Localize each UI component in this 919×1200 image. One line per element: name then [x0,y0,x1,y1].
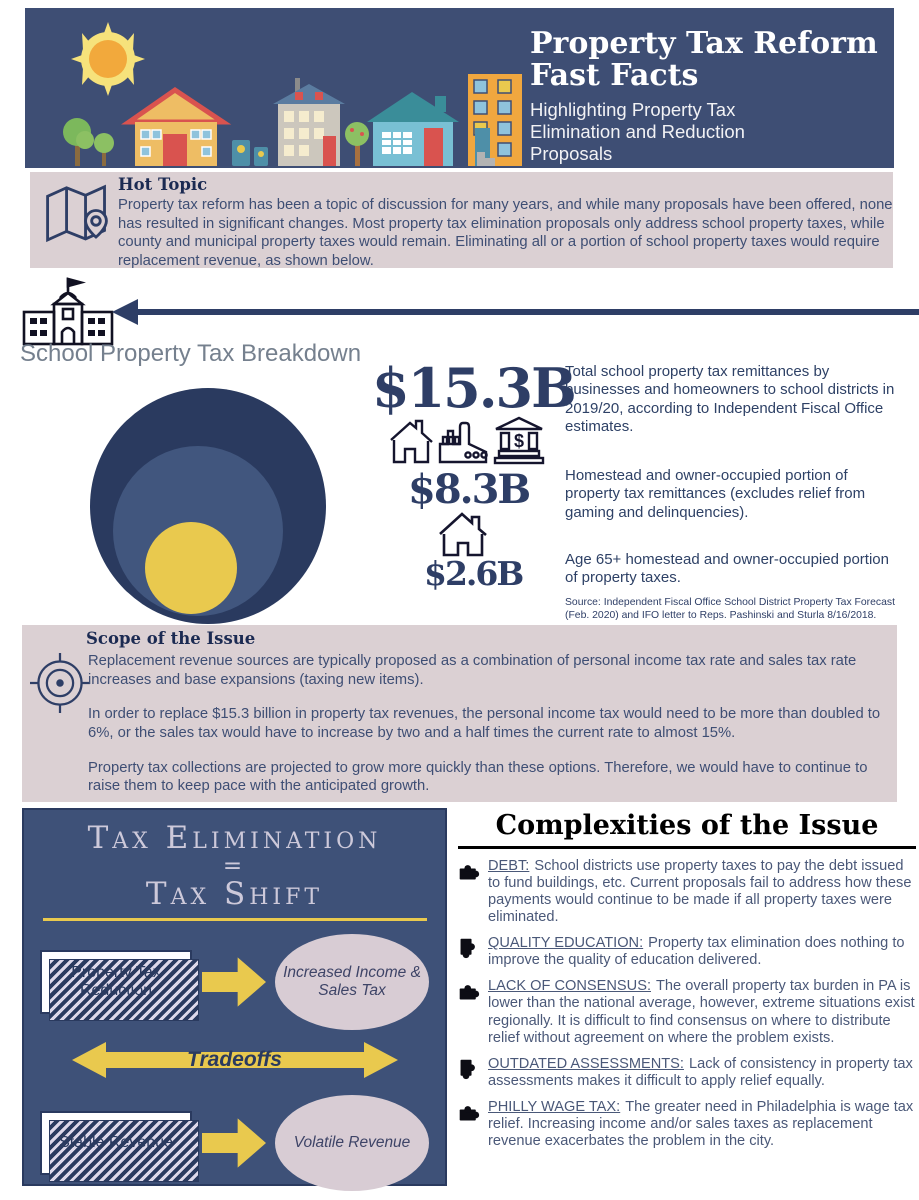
desc-total: Total school property tax remittances by businesses and homeowners to school districts in 2019/20, according to Independent Fiscal Office estimates. [565,363,895,435]
value-homestead: $8.3B [408,466,530,513]
hot-topic-title: Hot Topic [118,175,208,194]
value-total: $15.3B [372,356,575,420]
page-title-line2: Fast Facts [530,58,699,94]
target-icon [30,653,90,713]
tax-shift-panel [22,808,447,1186]
hot-topic-body: Property tax reform has been a topic of discussion for many years, and while many proposals have been offered, none has resulted in significant changes. Most property tax elimination proposals only address school property taxes, while county and municipal property taxes would remain. Eliminating all or a portion of school property taxes would require replacement revenue, as shown below. [118,197,893,269]
puzzle-icon [458,860,480,882]
tax-shift-equals: = [222,852,247,879]
tax-shift-row-2 [24,1095,445,1191]
scope-paragraph-3: Property tax collections are projected to grow more quickly than these options. Therefore, we would have to continue to raise them to keep pace with the anticipated growth. [88,759,868,795]
tradeoffs-arrow [70,1038,400,1082]
tax-shift-title-line1: Tax Elimination [87,820,382,856]
orange-building [468,74,522,166]
sun-icon [71,22,145,96]
bank-icon [496,418,542,429]
scope-section [22,625,897,802]
tree-icons [63,118,114,166]
complexity-keyword: DEBT: [488,858,530,874]
title-rule [458,846,916,849]
hot-topic-section [30,172,893,268]
complexity-keyword: OUTDATED ASSESSMENTS: [488,1055,684,1072]
complexity-text: PHILLY WAGE TAX: The greater need in Philadelphia is wage tax relief. Increasing income and/or sales taxes as replacement revenue exacerbates the problem in the city. [488,1098,914,1149]
house-factory-bank-icons [388,414,546,466]
puzzle-icon [458,1058,480,1080]
house-icon [391,421,432,442]
complexity-item-quality-education [458,935,916,969]
breakdown-heading: School Property Tax Breakdown [20,340,362,367]
scope-paragraph-1: Replacement revenue sources are typically proposed as a combination of personal income tax rate and sales tax rate increases and base expansions (taxing new items). [88,653,857,688]
volatile-revenue-oval: Volatile Revenue [275,1095,429,1191]
bank-dollar-symbol: $ [513,431,525,451]
home-icon [436,510,490,558]
tax-shift-title-line2: Tax Shift [145,875,324,912]
school-icon [18,276,118,350]
complexity-keyword: LACK OF CONSENSUS: [488,978,651,995]
scope-body [88,652,894,812]
page-subtitle: Highlighting Property Tax Elimination and Reduction Proposals [530,99,745,164]
map-icon [40,180,114,260]
neighborhood-illustration [33,16,533,168]
value-age65: $2.6B [424,554,523,593]
desc-age65: Age 65+ homestead and owner-occupied portion of property taxes. [565,551,889,587]
arrow-left-icon [112,299,138,325]
left-arrow-line [136,309,919,315]
puzzle-icon [458,980,480,1002]
yellow-house [129,90,223,166]
complexities-title: Complexities of the Issue [495,810,879,841]
complexity-text: QUALITY EDUCATION: Property tax elimination does nothing to improve the quality of education delivered. [488,935,905,969]
tradeoffs-label: Tradeoffs [187,1048,282,1072]
nested-circle-chart [70,378,360,628]
complexity-item-outdated-assessments [458,1056,916,1090]
complexity-item-philly-wage-tax [458,1099,916,1150]
complexity-text: DEBT: School districts use property taxes to pay the debt issued to fund buildings, etc. Current proposals fail to address how these payments would continue to be made if all property taxes were eliminated. [488,858,912,926]
complexity-item-debt [458,858,916,926]
complexities-section [458,810,916,1150]
arrow-right-icon [202,954,266,1010]
puzzle-icon [458,937,480,959]
desc-homestead: Homestead and owner-occupied portion of property tax remittances (excludes relief from gaming and delinquencies). [565,467,866,521]
complexity-keyword: QUALITY EDUCATION: [488,935,644,952]
trash-bins [232,140,268,166]
yellow-divider [43,918,427,921]
puzzle-icon [458,1101,480,1123]
arrow-right-icon [202,1115,266,1171]
complexity-text: OUTDATED ASSESSMENTS: Lack of consistency in property tax assessments makes it difficult to apply relief equally. [488,1055,913,1089]
scope-paragraph-2: In order to replace $15.3 billion in property tax revenues, the personal income tax would need to be more than doubled to 6%, or the sales tax would have to increase by two and a half times the current rate to almost 15%. [88,706,881,741]
stable-revenue-box: Stable Revenue [40,1111,192,1175]
circle-age65 [145,522,237,614]
small-tree [345,122,369,166]
tax-shift-row-1 [24,934,445,1030]
increased-income-sales-oval: Increased Income & Sales Tax [275,934,429,1030]
header-title-block [530,28,885,165]
header-banner [25,8,894,168]
property-tax-reduction-box: Property Tax Reduction [40,950,192,1014]
complexity-item-lack-of-consensus [458,978,916,1046]
gray-building [273,78,345,166]
source-note: Source: Independent Fiscal Office School District Property Tax Forecast (Feb. 2020) and IFO letter to Reps. Pashinski and Sturla 8/16/2018. [565,597,895,621]
complexity-keyword: PHILLY WAGE TAX: [488,1098,621,1115]
page-title-line1: Property Tax Reform [530,26,878,61]
complexity-text: LACK OF CONSENSUS: The overall property tax burden in PA is lower than the national average, however, extreme situations exist regionally. It is difficult to find consensus on where to distribute relief without agreement on where the problem exists. [488,978,915,1046]
scope-title: Scope of the Issue [86,629,256,648]
teal-house [367,92,459,166]
